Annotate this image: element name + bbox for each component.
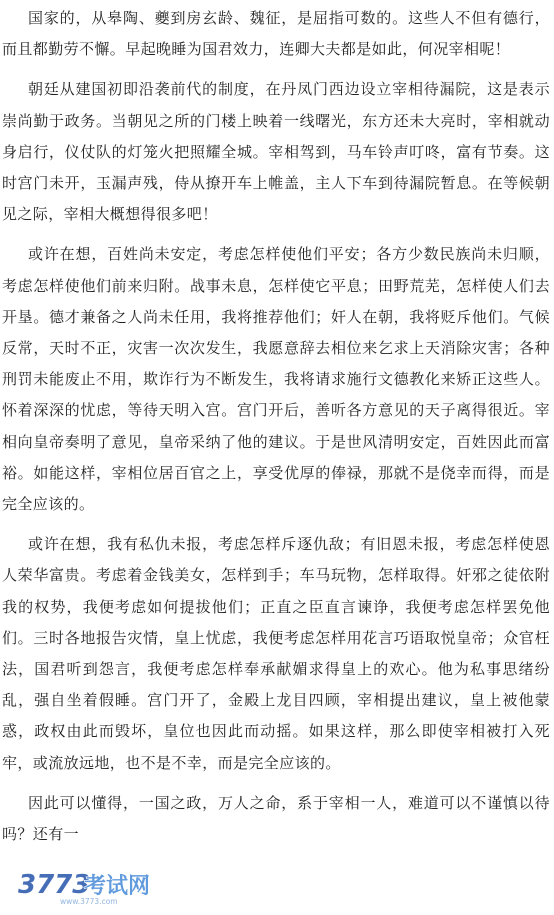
svg-text:3773: 3773: [18, 870, 91, 900]
paragraph-3: 或许在想，百姓尚未安定，考虑怎样使他们平安；各方少数民族尚未归顺，考虑怎样使他们前来归附。战事未息，怎样使它平息；田野荒芜，怎样使人们去开垦。德才兼备之人尚未任用，我将推荐他们；奸人在朝，我将贬斥他们。气候反常，天时不正，灾害一次次发生，我愿意辞去相位来乞求上天消除灾害；各种刑罚未能废止不用，欺诈行为不断发生，我将请求施行文德教化来矫正这些人。怀着深深的忧虑，等待天明入宫。宫门开后，善听各方意见的天子离得很近。宰相向皇帝奏明了意见，皇帝采纳了他的建议。于是世风清明安定，百姓因此而富裕。如能这样，宰相位居百官之上，享受优厚的俸禄，那就不是侥幸而得，而是完全应该的。: [2, 245, 550, 514]
paragraph-4: 或许在想，我有私仇未报，考虑怎样斥逐仇敌；有旧恩未报，考虑怎样使恩人荣华富贵。考虑着金钱美女，怎样到手；车马玩物，怎样取得。奸邪之徒依附我的权势，我便考虑如何提拔他们；正直之臣直言谏诤，我便考虑怎样罢免他们。三时各地报告灾情，皇上忧虑，我便考虑怎样用花言巧语取悦皇帝；众官枉法，国君听到怨言，我便考虑怎样奉承献媚求得皇上的欢心。他为私事思绪纷乱，强自坐着假睡。宫门开了，金殿上龙目四顾，宰相提出建议，皇上被他蒙惑，政权由此而毁坏，皇位也因此而动摇。如果这样，那么即使宰相被打入死牢，或流放远地，也不是不幸，而是完全应该的。: [2, 535, 550, 772]
site-watermark-logo: [16, 866, 166, 906]
svg-text:www.3773.com: www.3773.com: [60, 897, 118, 906]
paragraph-2: 朝廷从建国初即沿袭前代的制度，在丹凤门西边设立宰相待漏院，这是表示崇尚勤于政务。当朝见之所的门楼上映着一线曙光，东方还未大亮时，宰相就动身启行，仪仗队的灯笼火把照耀全城。宰相驾到，马车铃声叮咚，富有节奏。这时宫门未开，玉漏声残，侍从撩开车上帷盖，主人下车到待漏院暂息。在等候朝见之际，宰相大概想得很多吧！: [2, 80, 550, 224]
paragraph-5: 因此可以懂得，一国之政，万人之命，系于宰相一人，难道可以不谨慎以待吗？还有一: [2, 793, 550, 844]
svg-text:考试网: 考试网: [84, 874, 151, 899]
paragraph-1: 国家的，从皋陶、夔到房玄龄、魏征，是屈指可数的。这些人不但有德行，而且都勤劳不懈。早起晚睡为国君效力，连卿大夫都是如此，何况宰相呢！: [2, 9, 550, 59]
